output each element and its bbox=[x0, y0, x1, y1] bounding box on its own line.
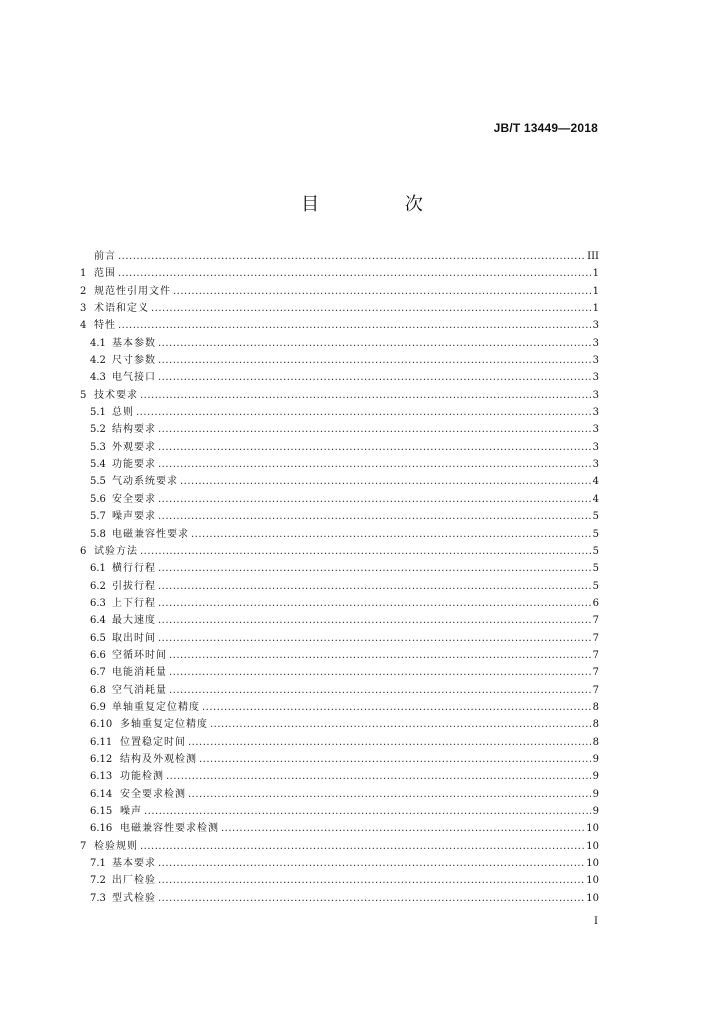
toc-entry[interactable] bbox=[80, 283, 599, 300]
toc-entry-page: 8 bbox=[592, 701, 599, 713]
toc-entry[interactable] bbox=[80, 456, 599, 473]
toc-entry[interactable] bbox=[80, 421, 599, 438]
toc-entry-page: 10 bbox=[586, 823, 599, 835]
toc-entry[interactable] bbox=[80, 595, 599, 612]
toc-entry-title: 横行行程 bbox=[112, 563, 156, 575]
toc-entry[interactable] bbox=[80, 647, 599, 664]
toc-entry[interactable] bbox=[80, 872, 599, 889]
toc-entry-title: 型式检验 bbox=[112, 892, 156, 904]
toc-leader-dots bbox=[144, 803, 591, 820]
toc-leader-dots bbox=[158, 855, 584, 872]
toc-entry-page: 4 bbox=[592, 493, 599, 505]
toc-entry[interactable] bbox=[80, 768, 599, 785]
toc-entry-number: 5.7 bbox=[90, 511, 106, 523]
toc-entry-number: 5.1 bbox=[90, 407, 106, 419]
toc-entry-number: 6.1 bbox=[90, 563, 106, 575]
toc-entry-title: 结构及外观检测 bbox=[120, 753, 197, 765]
toc-entry[interactable] bbox=[80, 630, 599, 647]
toc-entry-number: 5.2 bbox=[90, 424, 106, 436]
toc-entry-number: 4.3 bbox=[90, 372, 106, 384]
toc-entry-page: 1 bbox=[592, 285, 599, 297]
toc-entry-number: 5.3 bbox=[90, 441, 106, 453]
toc-entry-page: 3 bbox=[592, 337, 599, 349]
toc-entry-page: 5 bbox=[592, 545, 599, 557]
toc-entry-title: 最大速度 bbox=[112, 615, 156, 627]
toc-leader-dots bbox=[140, 838, 584, 855]
toc-entry-title: 检验规则 bbox=[94, 840, 138, 852]
toc-leader-dots bbox=[158, 369, 591, 386]
toc-entry-number: 6.14 bbox=[90, 788, 113, 800]
toc-leader-dots bbox=[169, 647, 591, 664]
toc-entry[interactable] bbox=[80, 664, 599, 681]
toc-entry[interactable] bbox=[80, 751, 599, 768]
toc-entry-page: 10 bbox=[586, 858, 599, 870]
toc-entry-title: 取出时间 bbox=[112, 632, 156, 644]
toc-entry-number: 6.6 bbox=[90, 649, 106, 661]
toc-entry[interactable] bbox=[80, 682, 599, 699]
toc-entry-title: 特性 bbox=[94, 320, 116, 332]
toc-entry-number: 4 bbox=[80, 320, 87, 332]
toc-entry[interactable] bbox=[80, 855, 599, 872]
toc-leader-dots bbox=[169, 664, 591, 681]
toc-leader-dots bbox=[158, 612, 591, 629]
toc-entry-page: 3 bbox=[592, 320, 599, 332]
toc-entry-number: 6.5 bbox=[90, 632, 106, 644]
toc-entry-number: 7.1 bbox=[90, 858, 106, 870]
toc-entry[interactable] bbox=[80, 560, 599, 577]
toc-entry-number: 1 bbox=[80, 268, 87, 280]
toc-leader-dots bbox=[136, 404, 591, 421]
toc-entry-page: 9 bbox=[592, 788, 599, 800]
toc-leader-dots bbox=[158, 578, 591, 595]
toc-entry-page: III bbox=[587, 251, 599, 262]
toc-entry-number: 6.13 bbox=[90, 771, 113, 783]
toc-entry-number: 6.8 bbox=[90, 684, 106, 696]
toc-entry-page: 5 bbox=[592, 528, 599, 540]
toc-entry-number: 6.16 bbox=[90, 823, 113, 835]
toc-entry-title: 噪声 bbox=[120, 806, 142, 817]
toc-entry-number: 6.15 bbox=[90, 806, 113, 817]
toc-leader-dots bbox=[158, 595, 591, 612]
toc-leader-dots bbox=[158, 560, 591, 577]
toc-entry-title: 试验方法 bbox=[94, 545, 138, 557]
toc-entry-page: 5 bbox=[592, 511, 599, 523]
toc-leader-dots bbox=[118, 317, 591, 334]
toc-leader-dots bbox=[169, 682, 591, 699]
toc-entry-number: 5 bbox=[80, 389, 87, 401]
toc-entry-number: 2 bbox=[80, 285, 87, 297]
toc-entry[interactable] bbox=[80, 543, 599, 560]
toc-entry-title: 术语和定义 bbox=[94, 303, 149, 315]
toc-entry[interactable] bbox=[80, 578, 599, 595]
toc-entry-page: 1 bbox=[592, 303, 599, 315]
toc-list bbox=[80, 248, 599, 907]
toc-entry-title: 安全要求检测 bbox=[120, 788, 186, 800]
toc-entry-page: 3 bbox=[592, 389, 599, 401]
toc-entry-title: 总则 bbox=[112, 407, 134, 419]
toc-entry-number: 4.2 bbox=[90, 355, 106, 367]
standard-code: JB/T 13449—2018 bbox=[493, 121, 598, 135]
toc-entry-title: 安全要求 bbox=[112, 493, 156, 505]
toc-entry-title: 上下行程 bbox=[112, 597, 156, 609]
toc-leader-dots bbox=[158, 630, 591, 647]
toc-entry-number: 4.1 bbox=[90, 337, 106, 349]
toc-leader-dots bbox=[210, 716, 591, 733]
page-number: I bbox=[594, 916, 598, 927]
toc-entry-title: 空循环时间 bbox=[112, 649, 167, 661]
toc-entry-title: 规范性引用文件 bbox=[94, 285, 171, 297]
toc-entry-page: 9 bbox=[592, 806, 599, 817]
toc-entry-page: 1 bbox=[592, 268, 599, 280]
toc-entry-number: 6.11 bbox=[90, 736, 113, 748]
toc-entry-number: 7.3 bbox=[90, 892, 106, 904]
toc-entry[interactable] bbox=[80, 699, 599, 716]
toc-entry-page: 9 bbox=[592, 771, 599, 783]
toc-leader-dots bbox=[158, 890, 584, 907]
toc-leader-dots bbox=[158, 421, 591, 438]
toc-leader-dots bbox=[166, 768, 591, 785]
toc-entry-title: 外观要求 bbox=[112, 441, 156, 453]
toc-entry-page: 5 bbox=[592, 580, 599, 592]
toc-entry-number: 6.9 bbox=[90, 701, 106, 713]
toc-leader-dots bbox=[118, 248, 585, 265]
toc-entry-title: 气动系统要求 bbox=[112, 476, 178, 488]
toc-entry-page: 7 bbox=[592, 632, 599, 644]
toc-entry-title: 电磁兼容性要求检测 bbox=[120, 823, 219, 835]
toc-leader-dots bbox=[158, 352, 591, 369]
toc-entry-page: 10 bbox=[586, 875, 599, 887]
toc-entry-page: 9 bbox=[592, 753, 599, 765]
toc-entry-number: 6 bbox=[80, 545, 87, 557]
toc-leader-dots bbox=[140, 543, 591, 560]
toc-entry-number: 6.2 bbox=[90, 580, 106, 592]
toc-entry[interactable] bbox=[80, 803, 599, 820]
toc-leader-dots bbox=[191, 526, 591, 543]
toc-entry-title: 位置稳定时间 bbox=[120, 736, 186, 748]
toc-leader-dots bbox=[188, 734, 591, 751]
toc-entry-title: 基本参数 bbox=[112, 337, 156, 349]
toc-entry[interactable] bbox=[80, 820, 599, 837]
toc-leader-dots bbox=[158, 491, 591, 508]
toc-entry-title: 前言 bbox=[94, 251, 116, 262]
toc-entry-title: 电磁兼容性要求 bbox=[112, 528, 189, 540]
toc-entry-page: 7 bbox=[592, 667, 599, 679]
toc-entry[interactable] bbox=[80, 786, 599, 803]
toc-entry[interactable] bbox=[80, 491, 599, 508]
toc-entry-page: 3 bbox=[592, 441, 599, 453]
toc-entry-page: 3 bbox=[592, 424, 599, 436]
toc-leader-dots bbox=[188, 786, 591, 803]
toc-leader-dots bbox=[180, 473, 591, 490]
toc-entry-number: 6.12 bbox=[90, 753, 113, 765]
toc-entry-title: 多轴重复定位精度 bbox=[120, 719, 208, 731]
toc-entry-page: 3 bbox=[592, 372, 599, 384]
toc-entry-title: 电能消耗量 bbox=[112, 667, 167, 679]
toc-leader-dots bbox=[221, 820, 584, 837]
toc-entry-title: 功能检测 bbox=[120, 771, 164, 783]
toc-entry-number: 6.10 bbox=[90, 719, 113, 731]
toc-entry-title: 空气消耗量 bbox=[112, 684, 167, 696]
toc-entry-page: 3 bbox=[592, 407, 599, 419]
toc-leader-dots bbox=[202, 699, 591, 716]
toc-entry[interactable] bbox=[80, 387, 599, 404]
toc-entry-number: 5.8 bbox=[90, 528, 106, 540]
toc-entry-number: 6.3 bbox=[90, 597, 106, 609]
toc-entry-title: 单轴重复定位精度 bbox=[112, 701, 200, 713]
toc-entry-title: 噪声要求 bbox=[112, 511, 156, 523]
toc-entry-number: 7 bbox=[80, 840, 87, 852]
toc-entry[interactable] bbox=[80, 890, 599, 907]
toc-entry-page: 7 bbox=[592, 649, 599, 661]
toc-entry[interactable] bbox=[80, 300, 599, 317]
toc-entry-page: 8 bbox=[592, 719, 599, 731]
toc-entry-page: 10 bbox=[586, 892, 599, 904]
toc-entry-title: 电气接口 bbox=[112, 372, 156, 384]
toc-entry[interactable] bbox=[80, 526, 599, 543]
toc-leader-dots bbox=[158, 439, 591, 456]
toc-leader-dots bbox=[173, 283, 591, 300]
toc-entry-number: 3 bbox=[80, 303, 87, 315]
toc-entry[interactable] bbox=[80, 265, 599, 282]
toc-entry-page: 7 bbox=[592, 684, 599, 696]
toc-leader-dots bbox=[140, 387, 591, 404]
toc-entry-page: 10 bbox=[586, 840, 599, 852]
toc-entry-title: 结构要求 bbox=[112, 424, 156, 436]
toc-entry-title: 范围 bbox=[94, 268, 116, 280]
toc-entry-title: 尺寸参数 bbox=[112, 355, 156, 367]
toc-entry[interactable] bbox=[80, 439, 599, 456]
toc-entry[interactable] bbox=[80, 369, 599, 386]
toc-entry-number: 7.2 bbox=[90, 875, 106, 887]
toc-entry-page: 8 bbox=[592, 736, 599, 748]
toc-entry-number: 6.4 bbox=[90, 615, 106, 627]
toc-leader-dots bbox=[151, 300, 591, 317]
toc-entry-page: 7 bbox=[592, 615, 599, 627]
toc-entry-number: 5.5 bbox=[90, 476, 106, 488]
toc-entry[interactable] bbox=[80, 734, 599, 751]
toc-leader-dots bbox=[118, 265, 591, 282]
toc-entry[interactable] bbox=[80, 248, 599, 265]
toc-entry-number: 5.6 bbox=[90, 493, 106, 505]
toc-leader-dots bbox=[158, 335, 591, 352]
toc-entry[interactable] bbox=[80, 508, 599, 525]
toc-entry[interactable] bbox=[80, 838, 599, 855]
toc-entry-title: 基本要求 bbox=[112, 858, 156, 870]
toc-entry-number: 5.4 bbox=[90, 459, 106, 471]
toc-title: 目 次 bbox=[301, 194, 463, 215]
toc-leader-dots bbox=[158, 456, 591, 473]
toc-entry-page: 3 bbox=[592, 355, 599, 367]
toc-entry[interactable] bbox=[80, 352, 599, 369]
toc-entry[interactable] bbox=[80, 404, 599, 421]
toc-entry-page: 5 bbox=[592, 563, 599, 575]
toc-entry-page: 3 bbox=[592, 459, 599, 471]
toc-entry[interactable] bbox=[80, 612, 599, 629]
toc-leader-dots bbox=[158, 872, 584, 889]
toc-entry-page: 6 bbox=[592, 597, 599, 609]
toc-entry-title: 出厂检验 bbox=[112, 875, 156, 887]
toc-entry[interactable] bbox=[80, 317, 599, 334]
toc-leader-dots bbox=[199, 751, 591, 768]
toc-entry-page: 4 bbox=[592, 476, 599, 488]
toc-entry[interactable] bbox=[80, 473, 599, 490]
toc-leader-dots bbox=[158, 508, 591, 525]
toc-entry[interactable] bbox=[80, 716, 599, 733]
toc-entry-title: 功能要求 bbox=[112, 459, 156, 471]
toc-entry-number: 6.7 bbox=[90, 667, 106, 679]
toc-entry[interactable] bbox=[80, 335, 599, 352]
toc-entry-title: 技术要求 bbox=[94, 389, 138, 401]
toc-entry-title: 引拔行程 bbox=[112, 580, 156, 592]
